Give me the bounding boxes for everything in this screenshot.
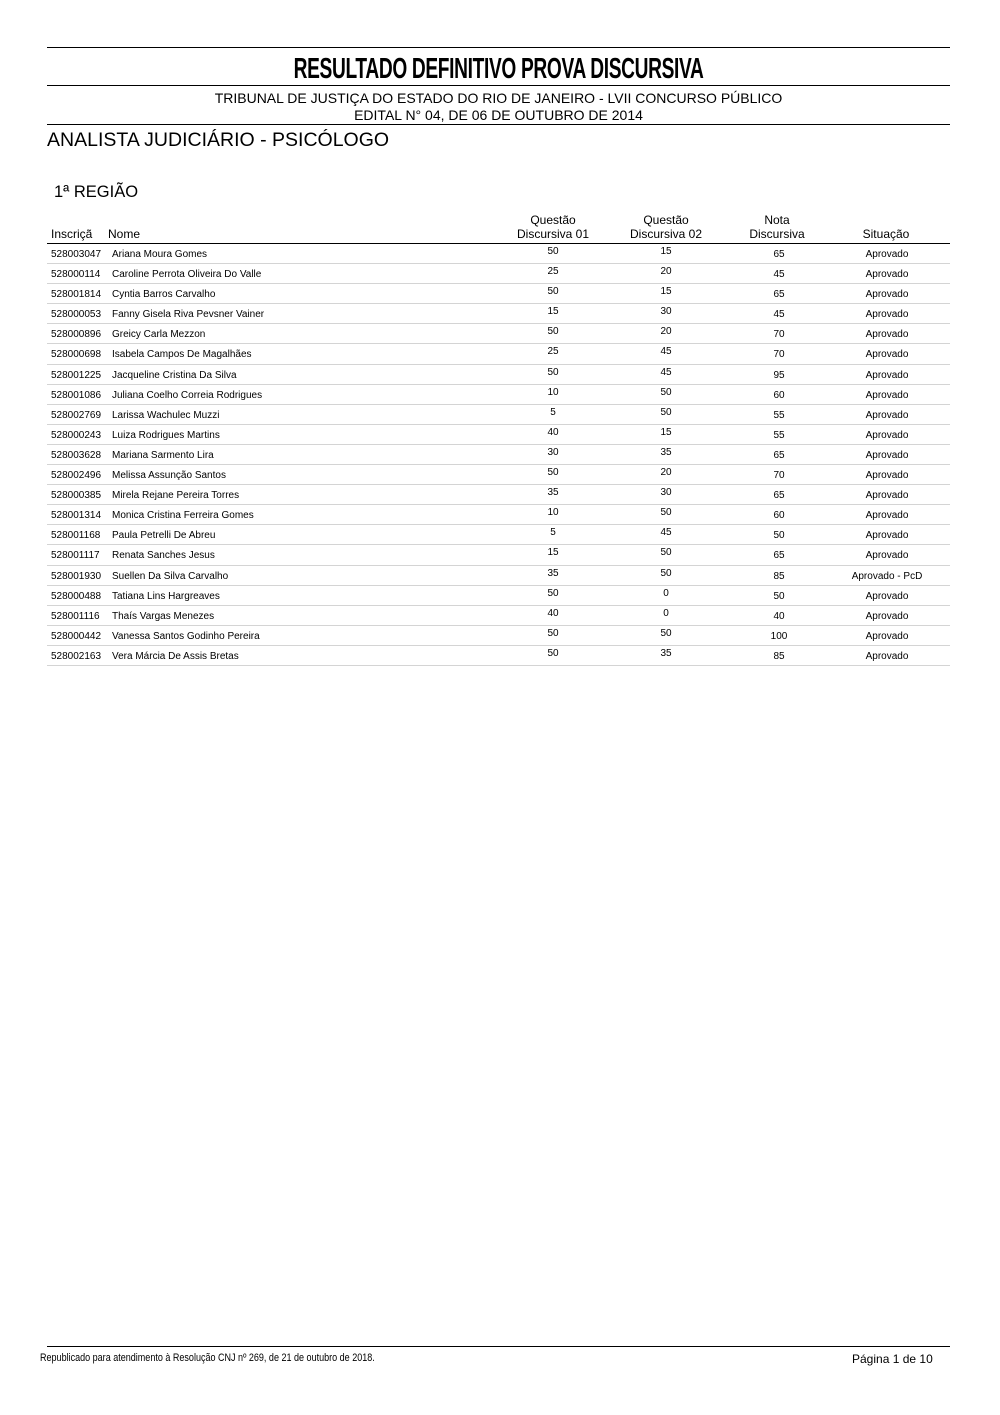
document-title: RESULTADO DEFINITIVO PROVA DISCURSIVA [293,53,704,85]
cell-questao-02: 50 [660,386,672,398]
table-row [47,586,950,606]
cell-nota: 65 [773,289,785,301]
table-row [47,365,950,385]
table-row [47,525,950,545]
table-row [47,324,950,344]
subtitle-line1: TRIBUNAL DE JUSTIÇA DO ESTADO DO RIO DE JANEIRO - LVII CONCURSO PÚBLICO [214,90,783,106]
cell-inscricao: 528000442 [51,630,102,642]
cell-nota: 65 [773,490,785,502]
cell-nome: Greicy Carla Mezzon [112,329,206,341]
cell-situacao: Aprovado [865,249,909,260]
cell-situacao: Aprovado [865,289,909,301]
cell-questao-01: 5 [550,527,556,539]
cell-nome: Juliana Coelho Correia Rodrigues [112,389,263,401]
region-heading: 1ª REGIÃO [54,183,139,201]
cell-nota: 55 [773,409,785,421]
table-row [47,344,950,364]
cell-inscricao: 528001168 [51,530,101,542]
cell-nota: 70 [773,329,785,341]
column-header-nome: Nome [108,227,141,241]
cell-nome: Isabela Campos De Magalhães [112,349,252,361]
cell-situacao: Aprovado [865,349,909,361]
cell-nome: Suellen Da Silva Carvalho [112,570,229,582]
cell-nota: 70 [773,349,785,361]
column-header-situacao: Situação [862,227,910,241]
cell-nome: Renata Sanches Jesus [112,550,215,562]
cell-nome: Melissa Assunção Santos [112,470,226,482]
cell-nome: Monica Cristina Ferreira Gomes [112,510,254,522]
cell-questao-01: 50 [547,366,559,378]
cell-situacao: Aprovado [865,550,909,562]
cell-questao-02: 45 [660,346,672,358]
cell-nome: Cyntia Barros Carvalho [112,289,216,301]
cell-nota: 65 [773,550,785,562]
cell-nota: 45 [773,269,785,281]
cell-questao-02: 50 [660,547,672,559]
cell-questao-02: 30 [660,306,672,318]
table-row [47,545,950,565]
cell-questao-01: 25 [547,266,559,278]
cell-situacao: Aprovado [865,610,909,622]
cell-inscricao: 528003047 [51,249,102,260]
cell-situacao: Aprovado [865,630,909,642]
table-row [47,485,950,505]
cell-nome: Mirela Rejane Pereira Torres [112,490,240,502]
column-header-inscricao: Inscriçã [51,227,93,241]
cell-nome: Ariana Moura Gomes [112,249,208,260]
cell-inscricao: 528003628 [51,449,102,461]
cell-situacao: Aprovado [865,530,909,542]
cell-inscricao: 528000385 [51,490,102,502]
cell-questao-01: 50 [547,587,559,599]
cell-nome: Vanessa Santos Godinho Pereira [112,630,260,642]
table-row [47,385,950,405]
cell-inscricao: 528000488 [51,590,102,602]
cell-nome: Larissa Wachulec Muzzi [112,409,220,421]
cell-questao-01: 35 [547,567,559,579]
cell-situacao: Aprovado [865,449,909,461]
cell-questao-01: 25 [547,346,559,358]
cell-nome: Thaís Vargas Menezes [112,610,215,622]
cell-inscricao: 528001314 [51,510,102,522]
cell-situacao: Aprovado [865,510,909,522]
cell-questao-02: 15 [660,246,672,257]
table-row [47,304,950,324]
page-number: Página 1 de 10 [852,1352,933,1366]
cell-inscricao: 528001116 [51,610,100,622]
cell-nota: 85 [773,650,785,662]
subtitle-line2: EDITAL N° 04, DE 06 DE OUTUBRO DE 2014 [354,107,643,123]
cell-questao-02: 15 [660,286,672,298]
cell-situacao: Aprovado [865,329,909,341]
cell-questao-01: 10 [547,386,559,398]
cell-inscricao: 528000698 [51,349,102,361]
cell-inscricao: 528001086 [51,389,102,401]
cell-questao-02: 35 [660,647,672,659]
cell-questao-01: 15 [547,547,559,559]
column-header-nota-line2: Discursiva [749,227,805,241]
cell-nota: 40 [773,610,785,622]
cell-questao-02: 50 [660,567,672,579]
cell-situacao: Aprovado [865,309,909,321]
table-row [47,244,950,264]
cell-situacao: Aprovado [865,429,909,441]
cell-situacao: Aprovado [865,409,909,421]
cell-questao-01: 40 [547,607,559,619]
cell-questao-02: 50 [660,507,672,519]
cell-questao-02: 20 [660,467,672,479]
table-row [47,284,950,304]
cell-questao-01: 50 [547,246,559,257]
column-header-nota-line1: Nota [764,213,790,227]
cell-inscricao: 528000243 [51,429,102,441]
column-header-q1-line1: Questão [530,213,576,227]
cell-nota: 45 [773,309,785,321]
cell-questao-01: 40 [547,426,559,438]
cell-nota: 70 [773,470,785,482]
cell-nome: Mariana Sarmento Lira [112,449,214,461]
cell-questao-02: 20 [660,326,672,338]
cell-situacao: Aprovado [865,389,909,401]
cell-inscricao: 528001225 [51,369,102,381]
cell-nota: 50 [773,530,785,542]
cell-nota: 85 [773,570,785,582]
table-row [47,405,950,425]
column-header-q2-line2: Discursiva 02 [629,227,703,241]
cell-nota: 50 [773,590,785,602]
column-header-nota [727,213,827,241]
cell-nome: Paula Petrelli De Abreu [112,530,216,542]
cell-questao-01: 10 [547,507,559,519]
table-row [47,445,950,465]
cell-situacao: Aprovado - PcD [851,570,923,582]
cell-questao-01: 5 [550,406,556,418]
cell-nota: 65 [773,449,785,461]
cell-inscricao: 528001814 [51,289,102,301]
cell-inscricao: 528000053 [51,309,102,321]
cell-nome: Fanny Gisela Riva Pevsner Vainer [112,309,265,321]
cell-inscricao: 528002163 [51,650,102,662]
cell-inscricao: 528001930 [51,570,102,582]
cell-nota: 60 [773,510,785,522]
top-rule [47,47,950,48]
cell-nome: Jacqueline Cristina Da Silva [112,369,237,381]
cell-questao-01: 50 [547,286,559,298]
cell-inscricao: 528000114 [51,269,101,281]
cell-nota: 55 [773,429,785,441]
cell-questao-01: 30 [547,446,559,458]
cell-nome: Tatiana Lins Hargreaves [112,590,220,602]
table-row [47,566,950,586]
cell-questao-01: 15 [547,306,559,318]
cell-questao-01: 50 [547,627,559,639]
cell-situacao: Aprovado [865,470,909,482]
cell-nota: 60 [773,389,785,401]
subtitle-rule [47,124,950,125]
cell-situacao: Aprovado [865,269,909,281]
cell-nota: 65 [773,249,785,260]
table-row [47,465,950,485]
cell-inscricao: 528001117 [51,550,100,562]
table-row [47,264,950,284]
cell-questao-02: 45 [660,366,672,378]
cell-questao-01: 35 [547,487,559,499]
cell-nome: Caroline Perrota Oliveira Do Valle [112,269,262,281]
cell-nota: 95 [773,369,785,381]
column-header-q1-line2: Discursiva 01 [516,227,590,241]
cell-questao-02: 45 [660,527,672,539]
table-row [47,505,950,525]
cell-inscricao: 528000896 [51,329,102,341]
cargo-heading: ANALISTA JUDICIÁRIO - PSICÓLOGO [47,129,390,151]
cell-questao-01: 50 [547,467,559,479]
cell-nome: Luiza Rodrigues Martins [112,429,220,441]
cell-questao-02: 0 [663,587,669,599]
cell-nota: 100 [770,630,788,642]
cell-inscricao: 528002769 [51,409,102,421]
cell-situacao: Aprovado [865,590,909,602]
cell-questao-02: 30 [660,487,672,499]
cell-inscricao: 528002496 [51,470,102,482]
cell-questao-02: 15 [660,426,672,438]
column-header-q1 [503,213,603,241]
table-row [47,626,950,646]
cell-questao-02: 35 [660,446,672,458]
title-rule [47,85,950,86]
cell-questao-02: 0 [663,607,669,619]
column-header-q2-line1: Questão [643,213,689,227]
cell-nome: Vera Márcia De Assis Bretas [112,650,239,662]
cell-situacao: Aprovado [865,490,909,502]
table-row [47,425,950,445]
footer-rule [47,1346,950,1347]
table-row [47,606,950,626]
column-header-q2 [616,213,716,241]
cell-questao-01: 50 [547,647,559,659]
cell-questao-02: 20 [660,266,672,278]
results-table [47,244,950,666]
cell-questao-02: 50 [660,406,672,418]
cell-situacao: Aprovado [865,650,909,662]
cell-situacao: Aprovado [865,369,909,381]
cell-questao-01: 50 [547,326,559,338]
table-row [47,646,950,666]
cell-questao-02: 50 [660,627,672,639]
footer-note: Republicado para atendimento à Resolução CNJ nº 269, de 21 de outubro de 2018. [40,1352,375,1364]
